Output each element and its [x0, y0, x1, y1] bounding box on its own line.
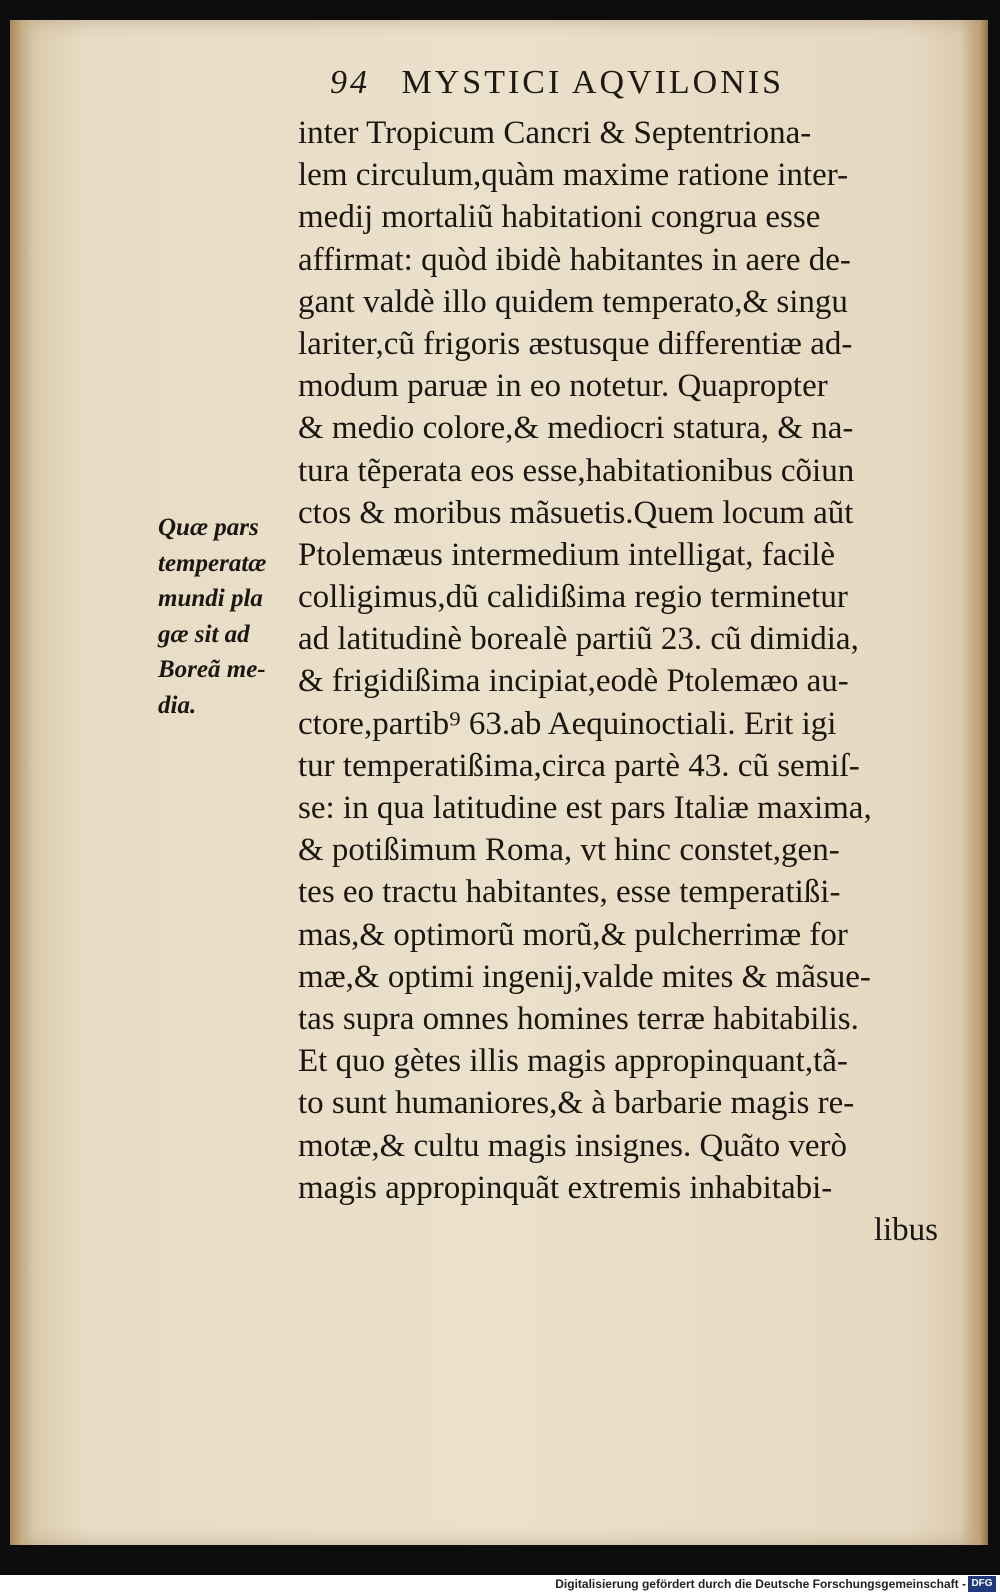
main-text-block — [298, 112, 938, 1251]
margin-note-line: dia. — [158, 691, 197, 719]
running-head — [330, 64, 850, 110]
page-edge-right — [960, 20, 988, 1545]
text-line: ctos & moribus mãsuetis.Quem locum aũt — [298, 494, 854, 531]
text-line: & medio colore,& mediocri statura, & na- — [298, 410, 854, 447]
page-number: 94 — [330, 64, 370, 101]
text-line: se: in qua latitudine est pars Italiæ maxima, — [298, 790, 872, 826]
text-line: & frigidißima incipiat,eodè Ptolemæo au- — [298, 663, 849, 700]
text-line: medij mortaliũ habitationi congrua esse — [298, 199, 821, 236]
text-line: tas supra omnes homines terræ habitabilis. — [298, 1000, 859, 1037]
footer-bar — [0, 1575, 1000, 1595]
text-line: Et quo gètes illis magis appropinquant,tã- — [298, 1043, 848, 1080]
text-line: tes eo tractu habitantes, esse temperatißi- — [298, 874, 841, 911]
margin-note-line: gæ sit ad — [158, 620, 250, 648]
margin-note — [158, 510, 298, 723]
text-line: ad latitudinè borealè partiũ 23. cũ dimidia, — [298, 621, 859, 658]
text-line: magis appropinquãt extremis inhabitabi- — [298, 1169, 833, 1206]
text-line: colligimus,dũ calidißima regio terminetur — [298, 579, 848, 616]
margin-note-line: mundi pla — [158, 585, 263, 612]
margin-note-line: temperatæ — [158, 549, 267, 577]
text-line: ctore,partib⁹ 63.ab Aequinoctiali. Erit igi — [298, 705, 837, 742]
running-title: MYSTICI AQVILONIS — [401, 64, 784, 101]
text-line: & potißimum Roma, vt hinc constet,gen- — [298, 832, 840, 869]
margin-note-line: Quæ pars — [158, 514, 259, 541]
dfg-logo: DFG — [968, 1576, 996, 1592]
text-line: to sunt humaniores,& à barbarie magis re- — [298, 1085, 855, 1122]
text-line: modum paruæ in eo notetur. Quapropter — [298, 368, 828, 405]
catchword: libus — [873, 1211, 938, 1248]
text-line: lariter,cũ frigoris æstusque differentiæ ad- — [298, 325, 853, 362]
text-line: affirmat: quòd ibidè habitantes in aere de- — [298, 241, 851, 278]
text-line: gant valdè illo quidem temperato,& singu — [298, 283, 848, 320]
text-line: Ptolemæus intermedium intelligat, facilè — [298, 536, 836, 573]
funding-credit: Digitalisierung gefördert durch die Deutsche Forschungsgemeinschaft - — [555, 1577, 966, 1591]
text-line: tura tẽperata eos esse,habitationibus cõiun — [298, 452, 855, 489]
page-gutter-left — [10, 20, 32, 1545]
text-line: motæ,& cultu magis insignes. Quãto verò — [298, 1127, 848, 1164]
text-line: tur temperatißima,circa partè 43. cũ semiſ- — [298, 747, 860, 784]
text-line: mæ,& optimi ingenij,valde mites & mãsue- — [298, 958, 871, 995]
text-line: inter Tropicum Cancri & Septentriona- — [298, 115, 812, 151]
text-line: lem circulum,quàm maxime ratione inter- — [298, 157, 849, 194]
margin-note-line: Boreã me- — [158, 656, 266, 683]
text-line: mas,& optimorũ morũ,& pulcherrimæ for — [298, 916, 848, 953]
